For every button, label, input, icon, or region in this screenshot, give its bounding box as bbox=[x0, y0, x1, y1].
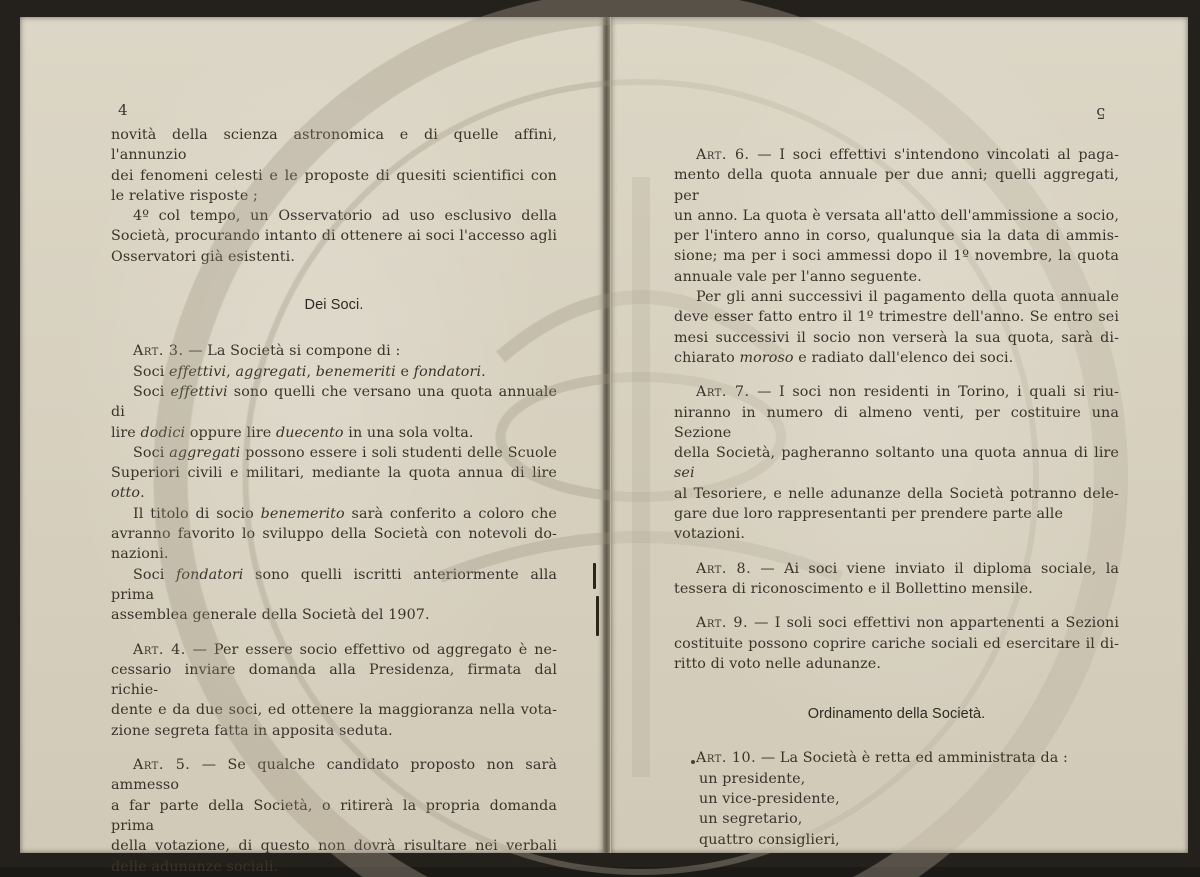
text-line: Società, procurando intanto di ottenere ai soci l'accesso agli bbox=[111, 228, 557, 245]
text-line: della Società, pagheranno soltanto una quota annua di lire sei bbox=[674, 445, 1119, 482]
article-label: Art. 6. bbox=[696, 147, 750, 163]
list-item: un segretario, bbox=[699, 811, 803, 828]
text-line: ritto di voto nelle adunanze. bbox=[674, 655, 881, 672]
text-line: lire dodici oppure lire duecento in una sola volta. bbox=[111, 424, 474, 441]
article-label: Art. 5. bbox=[133, 757, 191, 774]
text-line: nazioni. bbox=[111, 546, 169, 563]
text-line: Soci fondatori sono quelli iscritti anteriormente alla prima bbox=[111, 566, 557, 603]
text-line: per l'intero anno in corso, qualunque sia la data di ammis- bbox=[674, 228, 1119, 245]
text-line: al Tesoriere, e nelle adunanze della Società potranno dele- bbox=[674, 485, 1119, 502]
text-line: deve esser fatto entro il 1º trimestre dell'anno. Se entro sei bbox=[674, 309, 1119, 326]
section-heading: Dei Soci. bbox=[304, 297, 364, 314]
page-number: 4 bbox=[118, 101, 128, 119]
text-line: dei fenomeni celesti e le proposte di quesiti scientifici con bbox=[111, 167, 557, 184]
left-page bbox=[20, 17, 604, 875]
text-line: delle adunanze sociali. bbox=[111, 858, 279, 875]
text-line: annuale vale per l'anno seguente. bbox=[674, 268, 922, 285]
text-line: Il titolo di socio benemerito sarà conferito a coloro che bbox=[133, 505, 557, 522]
text-line: Soci aggregati possono essere i soli studenti delle Scuole bbox=[133, 444, 557, 461]
article-5: Art. 5. — Se qualche candidato proposto non sarà ammesso bbox=[111, 757, 558, 794]
right-page bbox=[610, 17, 1188, 853]
text-line: costituite possono coprire cariche sociali ed esercitare il di- bbox=[674, 635, 1119, 652]
text-line: avranno favorito lo sviluppo della Società con notevoli do- bbox=[111, 526, 557, 543]
article-10: Art. 10. — La Società è retta ed amministrata da : bbox=[696, 750, 1068, 767]
article-label: Art. 9. bbox=[696, 615, 749, 632]
text-line: dente e da due soci, ed ottenere la maggioranza nella vota- bbox=[111, 702, 557, 719]
article-7: Art. 7. — I soci non residenti in Torino, i quali si riu- bbox=[696, 384, 1119, 401]
text-line: niranno in numero di almeno venti, per costituire una Sezione bbox=[674, 404, 1119, 441]
article-label: Art. 7. bbox=[696, 384, 750, 401]
article-label: Art. 4. bbox=[133, 641, 186, 658]
text-line: le relative risposte ; bbox=[111, 187, 258, 204]
text-line: mesi successivi il socio non verserà la sua quota, sarà di- bbox=[674, 329, 1119, 346]
list-item: un vice-presidente, bbox=[699, 791, 840, 808]
text-line: Superiori civili e militari, mediante la quota annua di lire otto. bbox=[111, 465, 557, 502]
list-item: quattro consiglieri, bbox=[699, 831, 840, 848]
article-8: Art. 8. — Ai soci viene inviato il diploma sociale, la bbox=[696, 560, 1119, 577]
text-line: gare due loro rappresentanti per prendere parte alle votazioni. bbox=[674, 506, 1064, 543]
text-line: Osservatori già esistenti. bbox=[111, 248, 295, 265]
article-label: Art. 3. bbox=[133, 343, 184, 360]
text-line: sione; ma per i soci ammessi dopo il 1º novembre, la quota bbox=[674, 248, 1119, 265]
text-line: novità della scienza astronomica e di quelle affini, l'annunzio bbox=[111, 127, 557, 164]
text-line: assemblea generale della Società del 1907. bbox=[111, 607, 430, 624]
text-line: cessario inviare domanda alla Presidenza, firmata dal richie- bbox=[111, 661, 557, 699]
text-line: a far parte della Società, o ritirerà la propria domanda prima bbox=[111, 797, 557, 834]
member-types-line: Soci effettivi, aggregati, benemeriti e fondatori. bbox=[133, 363, 486, 380]
binding-stitch bbox=[593, 563, 596, 589]
article-9: Art. 9. — I soli soci effettivi non appartenenti a Sezioni bbox=[696, 615, 1120, 632]
article-6: Art. 6. — I soci effettivi s'intendono vincolati al paga- bbox=[696, 147, 1120, 163]
page-number: 5 bbox=[1096, 104, 1106, 122]
article-label: Art. 10. bbox=[696, 750, 757, 767]
left-text-column bbox=[111, 125, 557, 877]
article-label: Art. 8. bbox=[696, 560, 752, 577]
list-item: un presidente, bbox=[699, 770, 806, 787]
article-3 bbox=[111, 341, 557, 361]
section-heading: Ordinamento della Società. bbox=[807, 706, 986, 723]
text-line: chiarato moroso e radiato dall'elenco dei soci. bbox=[674, 349, 1014, 366]
text-line: della votazione, di questo non dovrà risultare nei verbali bbox=[111, 838, 557, 855]
text-line: tessera di riconoscimento e il Bollettino mensile. bbox=[674, 580, 1033, 597]
text-line: 4º col tempo, un Osservatorio ad uso esclusivo della bbox=[133, 208, 557, 225]
text-line: mento della quota annuale per due anni; quelli aggregati, per bbox=[674, 167, 1119, 204]
binding-gutter bbox=[603, 17, 610, 853]
text-line: Per gli anni successivi il pagamento della quota annuale bbox=[696, 289, 1119, 306]
binding-stitch bbox=[596, 596, 599, 636]
text-line: zione segreta fatta in apposita seduta. bbox=[111, 722, 393, 739]
right-text-column bbox=[674, 145, 1119, 850]
article-4: Art. 4. — Per essere socio effettivo od aggregato è ne- bbox=[133, 641, 557, 658]
ink-speck bbox=[691, 760, 695, 764]
text-line: un anno. La quota è versata all'atto dell'ammissione a socio, bbox=[674, 207, 1119, 224]
text-line: — La Società si compone di : bbox=[183, 343, 401, 360]
text-line: Soci effettivi sono quelli che versano una quota annuale di bbox=[111, 383, 558, 421]
